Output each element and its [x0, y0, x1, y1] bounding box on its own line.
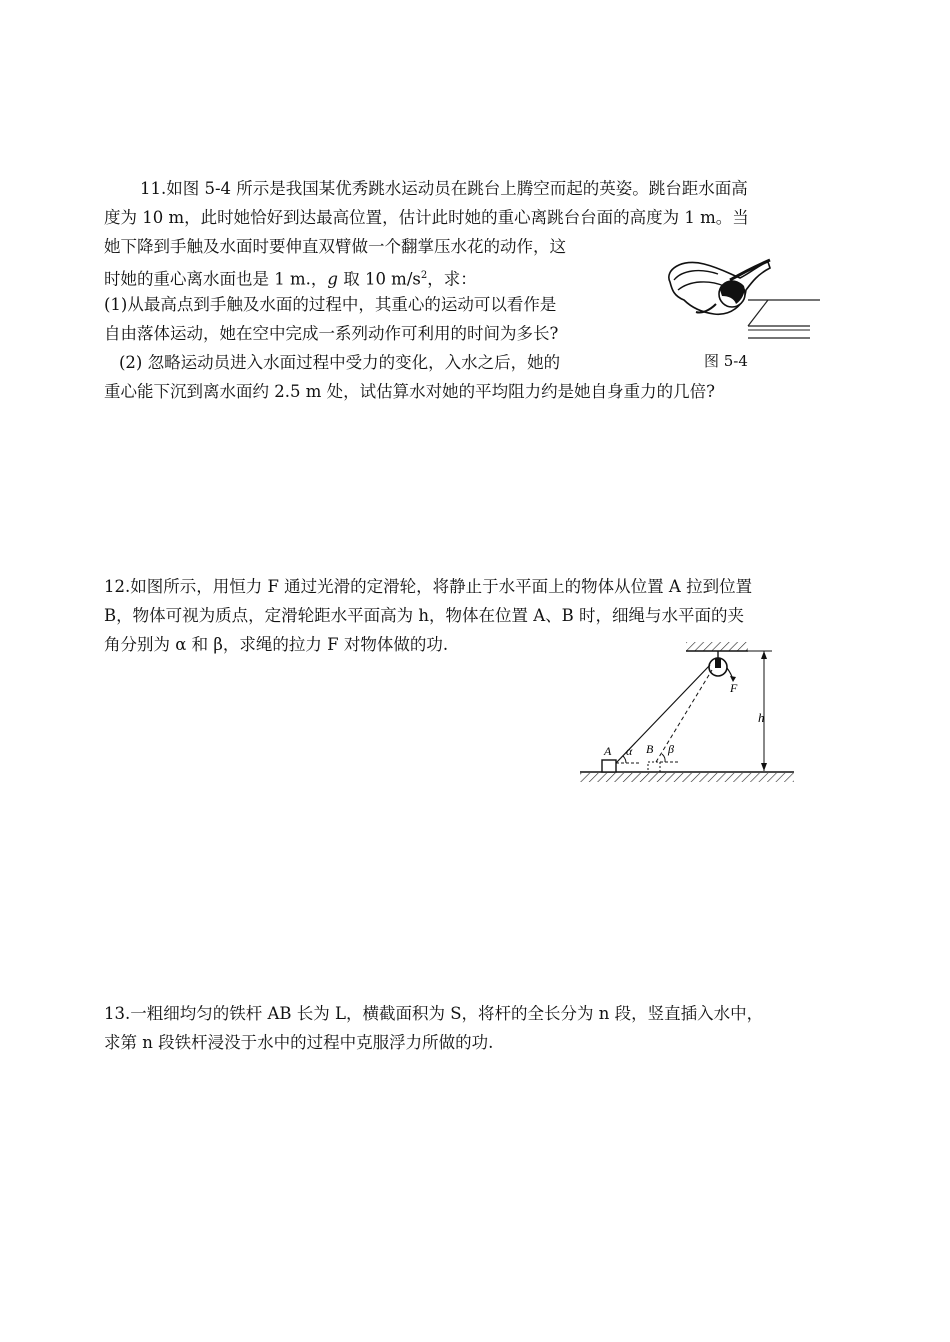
q12-line-2: B，物体可视为质点，定滑轮距水平面高为 h，物体在位置 A、B 时，细绳与水平面的夹 [104, 606, 745, 625]
q11-line-4-pre: 时她的重心离水面也是 1 m.， [104, 269, 328, 289]
label-f: F [730, 681, 738, 695]
q13-line-2: 求第 n 段铁杆浸没于水中的过程中克服浮力所做的功. [104, 1033, 494, 1052]
q11-line-1: 11.如图 5-4 所示是我国某优秀跳水运动员在跳台上腾空而起的英姿。跳台距水面高 [140, 179, 748, 198]
q11-line-5: (1)从最高点到手触及水面的过程中，其重心的运动可以看作是 [104, 295, 557, 314]
q11-line-7: (2) 忽略运动员进入水面过程中受力的变化，入水之后，她的 [119, 353, 561, 372]
block-a [602, 760, 616, 772]
figure-caption: 图 5-4 [704, 352, 748, 370]
pulley-diagram [578, 640, 798, 785]
q12-line-3: 角分别为 α 和 β，求绳的拉力 F 对物体做的功. [104, 635, 449, 654]
q11-line-2: 度为 10 m，此时她恰好到达最高位置，估计此时她的重心离跳台台面的高度为 1 m。当 [104, 208, 749, 227]
q11-line-4 [104, 264, 477, 292]
rope-b [656, 670, 712, 762]
q11-exponent: 2 [420, 270, 428, 281]
q11-line-6: 自由落体运动，她在空中完成一系列动作可利用的时间为多长? [104, 324, 559, 343]
label-b: B [646, 742, 654, 756]
q11-line-3: 她下降到手触及水面时要伸直双臂做一个翻掌压水花的动作，这 [104, 237, 566, 256]
ceiling-hatch [686, 642, 748, 651]
diver-figure [660, 250, 830, 345]
q11-line-4-mid: 取 10 m/s [337, 269, 421, 289]
ground-hatch [580, 773, 794, 782]
q13-line-1: 13.一粗细均匀的铁杆 AB 长为 L，横截面积为 S，将杆的全长分为 n 段，竖直插入水中， [104, 1004, 764, 1023]
q11-line-8: 重心能下沉到离水面约 2.5 m 处，试估算水对她的平均阻力约是她自身重力的几倍? [104, 382, 715, 401]
label-beta: β [668, 742, 674, 756]
label-alpha: α [626, 744, 633, 758]
q11-line-4-post: ，求： [427, 269, 477, 289]
label-h: h [758, 710, 765, 725]
q11-g-symbol: g [327, 269, 338, 289]
label-a: A [604, 744, 612, 758]
q12-line-1: 12.如图所示，用恒力 F 通过光滑的定滑轮，将静止于水平面上的物体从位置 A 拉到位置 [104, 577, 753, 596]
